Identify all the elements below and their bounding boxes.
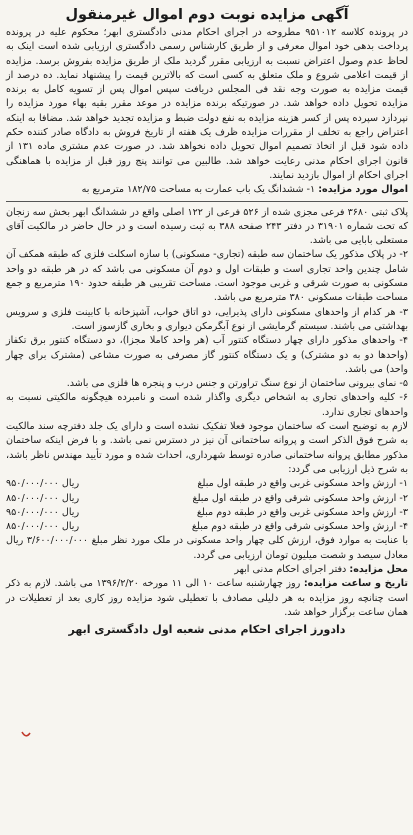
list-item: ۵- نمای بیرونی ساختمان از نوع سنگ تراورتن و جنس درب و پنجره ها فلزی می باشد.	[66, 378, 408, 390]
property-intro: ۱- ششدانگ یک باب عمارت به مساحت ۱۸۲/۷۵ مترمربع به	[81, 184, 316, 196]
ink-mark-icon	[20, 730, 32, 740]
divider	[6, 201, 408, 202]
notice-title: آگهی مزایده نوبت دوم اموال غیرمنقول	[65, 7, 349, 23]
date-value: روز چهارشنبه ساعت ۱۰ الی ۱۱ مورخه ۱۳۹۶/۲/۲۰ می باشد. لازم به ذکر است چنانچه روز مزایده به هر دلیلی مصادف با تعطیلی شود مزایده روز کاری بعد از تعطیلات در همان ساعت برگزار خواهد شد.	[6, 578, 408, 618]
total-valuation: با عنایت به موارد فوق، ارزش کلی چهار واحد مسکونی در ملک مورد نظر مبلغ ۳/۶۰۰/۰۰۰/۰۰۰ ریال معادل سیصد و شصت میلیون تومان ارزیابی می گردد.	[6, 535, 408, 561]
auction-datetime	[6, 577, 408, 620]
location-value: دفتر اجرای احکام مدنی ابهر	[234, 563, 347, 575]
valuation-note: لازم به توضیح است که ساختمان موجود فعلا تفکیک نشده است و دارای یک جلد دفترچه سند مالکیت به شرح فوق الذکر است و پروانه ساختمانی آن نیز در دسترس نمی باشد. و با فرض اینکه ساختمان مذکور مطابق پروانه ساختمانی صادره توسط شهرداری، احداث شده و مورد تأیید مهندس ناظر باشد، به شرح ذیل ارزیابی می گردد:	[6, 421, 408, 475]
list-item: ۴- واحدهای مذکور دارای چهار دستگاه کنتور آب (هر واحد کاملا مجزا)، دو دستگاه کنتور برق تکفاز (واحدها دو به دو مشترک) و یک دستگاه کنتور گاز مصرفی به صورت مشاعی (مشترک برای چهار واحد) می باشد.	[6, 335, 408, 375]
date-label: تاریخ و ساعت مزایده:	[303, 578, 408, 590]
valuation-label: ۲- ارزش واحد مسکونی شرقی واقع در طبقه اول مبلغ	[192, 492, 408, 504]
valuation-amount: ۹۵۰/۰۰۰/۰۰۰ ریال	[6, 478, 80, 490]
valuation-row	[6, 492, 408, 506]
property-label: اموال مورد مزایده:	[318, 184, 408, 196]
notice-intro: در پرونده کلاسه ۹۵۱۰۱۲ مطروحه در اجرای احکام مدنی دادگستری ابهر؛ محکوم علیه در پرونده پرداخت بدهی خود اموال معرفی و از طریق کارشناس رسمی دادگستری ارزیابی شده است اینک به لحاظ عدم وصول اعتراض نسبت به ارزیابی مقرر گردید ملک از طریق مزایده بفروش برسد. مزایده از قیمت اعلامی شروع و ملک متعلق به کسی است که بالاترین قیمت را پیشنهاد نماید. ده درصد از قیمت مزایده به صورت وجه نقد فی المجلس دریافت سپس اموال پس از تسویه کامل به برنده مزایده تحویل داده خواهد شد. در صورتیکه برنده مزایده در موعد مقرر بقیه بهاء مورد مزایده را نپردازد سپرده پس از کسر هزینه مزایده به نفع دولت ضبط و مزایده تجدید خواهد شد. مضافا به اینکه اعتراض راجع به تخلف از مقررات مزایده ظرف یک هفته از تاریخ فروش به دادگاه صادر کننده حکم داده شود قبل از اتخاذ تصمیم اموال تحویل داده نخواهد شد. در صورت عدم مشتری ماده ۱۳۱ از قانون اجرای احکام مدنی رعایت خواهد شد. طالبین می توانند پنج روز قبل از مزایده با هماهنگی اجرای احکام از اموال بازدید نمایند.	[6, 27, 408, 181]
list-item: ۶- کلیه واحدهای تجاری به اشخاص دیگری واگذار شده است و نامبرده هیچگونه مالکیتی نسبت به واحدهای تجاری ندارد.	[6, 392, 408, 418]
valuation-row	[6, 506, 408, 520]
valuation-row	[6, 477, 408, 491]
valuation-amount: ۹۵۰/۰۰۰/۰۰۰ ریال	[6, 506, 80, 518]
valuation-label: ۴- ارزش واحد مسکونی شرقی واقع در طبقه دوم مبلغ	[191, 521, 408, 533]
valuation-label: ۱- ارزش واحد مسکونی غربی واقع در طبقه اول مبلغ	[197, 478, 408, 490]
location-label: محل مزایده:	[349, 563, 408, 575]
list-item: ۳- هر کدام از واحدهای مسکونی دارای پذیرایی، دو اتاق خواب، آشپزخانه با کابینت فلزی و سرویس بهداشتی می باشند. سیستم گرمایشی از نوع آبگرمکن دیواری و بخاری گازسوز است.	[6, 306, 408, 332]
property-description: پلاک ثبتی ۳۶۸۰ فرعی مجزی شده از ۵۲۶ فرعی از ۱۲۲ اصلی واقع در ششدانگ ابهر بخش سه زنجان که تحت شماره ۳۱۹۰۱ در دفتر ۲۴۳ صفحه ۳۸۸ به ثبت رسیده است و در حال حاضر در مالکیت آقای مستعلی بابایی می باشد.	[6, 206, 409, 247]
valuation-row	[6, 520, 408, 534]
signature: دادورز اجرای احکام مدنی شعبه اول دادگستری ابهر	[68, 623, 346, 637]
property-heading-line	[6, 183, 408, 197]
valuation-amount: ۸۵۰/۰۰۰/۰۰۰ ریال	[6, 492, 80, 504]
auction-location	[6, 563, 408, 577]
valuation-label: ۳- ارزش واحد مسکونی غربی واقع در طبقه دوم مبلغ	[196, 506, 408, 518]
list-item: ۲- در پلاک مذکور یک ساختمان سه طبقه (تجاری- مسکونی) با سازه اسکلت فلزی که طبقه همکف آن شامل چندین واحد تجاری است و طبقات اول و دوم آن مسکونی می باشد که در هر طبقه دو واحد مسکونی به صورت شرقی و غربی موجود است. مساحت تقریبی هر طبقه حدود ۱۹۰ مترمربع و جمع مساحت طبقات مسکونی ۳۸۰ مترمربع می باشد.	[6, 249, 408, 304]
valuation-amount: ۸۵۰/۰۰۰/۰۰۰ ریال	[6, 521, 80, 533]
